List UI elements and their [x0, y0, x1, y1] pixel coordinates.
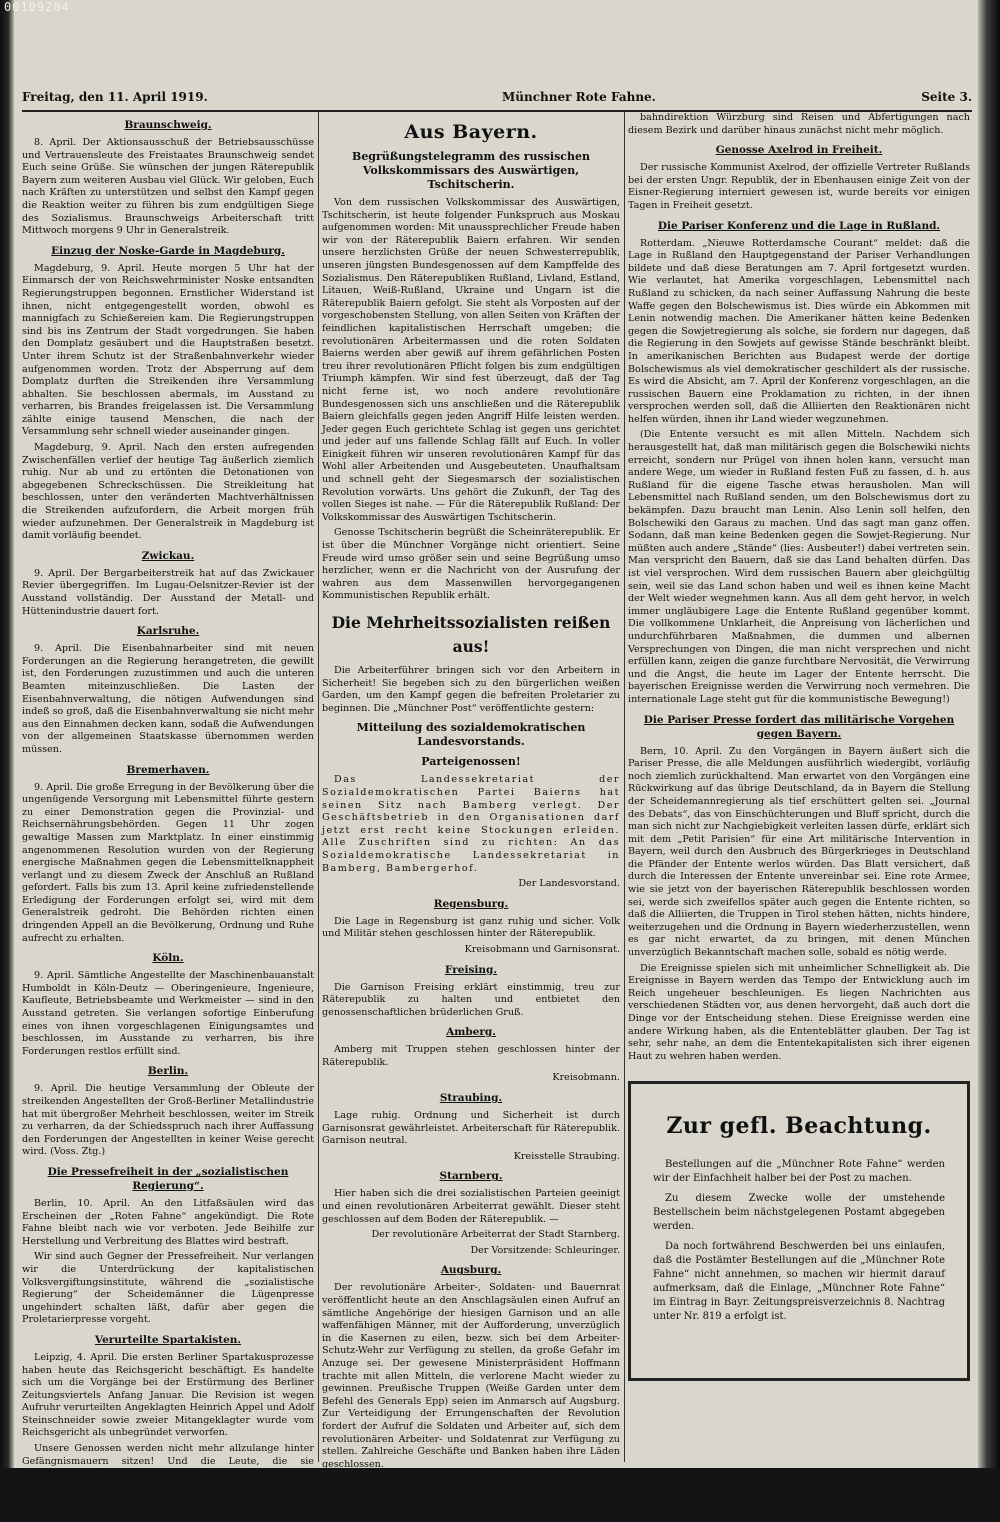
article-paragraph: bahndirektion Würzburg sind Reisen und Abfertigungen nach diesem Bezirk und darüber hinaus zunächst nicht mehr möglich. — [628, 112, 970, 136]
article-paragraph: 8. April. Der Aktionsausschuß der Betriebsausschüsse und Vertrauensleute des Freistaates Braunschweig sendet Euch seine Grüße. Sie wünschen der jungen Räterepublik Bayern zum weiteren Ausbau viel Glück. Wir geloben, Euch nach Kräften zu unterstützen und selbst den Kampf gegen die Reaktion weiter zu führen bis zum endgültigen Siege des Sozialismus. Braunschweigs Arbeiterschaft tritt Mittwoch morgens 9 Uhr in Generalstreik. — [22, 137, 314, 237]
notice-box — [628, 1081, 970, 1381]
scan-border-right — [978, 0, 1000, 1468]
article-paragraph: Genosse Tschitscherin begrüßt die Scheinräterepublik. Er ist über die Münchner Vorgänge nicht orientiert. Seine Freude wird umso größer sein und seine Begrüßung umso herzlicher, wenn er die Nachricht von der Ausrufung der wahren aus dem Massenwillen hervorgegangenen Kommunistischen Republik erhält. — [322, 527, 620, 602]
masthead-page-number: Seite 3. — [921, 90, 972, 104]
section-heading: Starnberg. — [439, 1170, 503, 1183]
section-heading: Die Pariser Konferenz und die Lage in Rußland. — [657, 219, 941, 232]
announcement-paragraph: Das Landessekretariat der Sozialdemokratischen Partei Baierns hat seinen Sitz nach Bamberg verlegt. Der Geschäftsbetrieb in den Organisationen darf jetzt erst recht keine Stockungen erleiden. Alle Zuschriften sind zu richten: An das Sozialdemokratische Landessekretariat in Bamberg, Bambergerhof. — [322, 774, 620, 874]
article-paragraph: Die Lage in Regensburg ist ganz ruhig und sicher. Volk und Militär stehen geschlossen hinter der Räterepublik. — [322, 915, 620, 940]
article-paragraph: 9. April. Die heutige Versammlung der Obleute der streikenden Angestellten der Groß-Berliner Metallindustrie hat mit übergroßer Mehrheit beschlossen, weiter im Streik zu verharren, da der Schiedsspruch nach ihrer Auffassung den Forderungen der Angestellten in keiner Weise gerecht wird. (Voss. Ztg.) — [22, 1083, 314, 1158]
subheading: Begrüßungstelegramm des russischen Volkskommissars des Auswärtigen, Tschitscherin. — [352, 150, 590, 191]
article-paragraph: 9. April. Die Eisenbahnarbeiter sind mit neuen Forderungen an die Regierung herangetreten, die gewillt ist, den Forderungen zuzustimmen und auch die unteren Beamten miteinzuschließen. Die Lasten der Eisenbahnverwaltung, die nötigen Aufwendungen sind indeß so groß, daß die Eisenbahnverwaltung sie nicht mehr aus den Einnahmen decken kann, sodaß die Aufwendungen von der allgemeinen Staatskasse übernommen werden müssen. — [22, 643, 314, 755]
article-paragraph: Die Ereignisse spielen sich mit unheimlicher Schnelligkeit ab. Die Ereignisse in Bayern werden das Tempo der Entwicklung auch im Reich ungeheuer beschleunigen. Es liegen Nachrichten aus verschiedenen Städten vor, aus denen hervorgeht, daß auch dort die Dinge vor der Entscheidung stehen. Diese Ereignisse werden eine andere Wirkung haben, als die Ententeblätter glauben. Der Tag ist sehr, sehr nahe, an dem die Ententekapitalisten sich ihrer eigenen Haut zu wehren haben werden. — [628, 962, 970, 1062]
signature: Der Vorsitzende: Schleuringer. — [470, 1244, 620, 1256]
article-paragraph: Die Arbeiterführer bringen sich vor den Arbeitern in Sicherheit! Sie begeben sich zu den bürgerlichen weißen Garden, um den Kampf gegen die befreiten Proletarier zu beginnen. Die „Münchner Post“ veröffentlichte gestern: — [322, 665, 620, 714]
section-heading: Köln. — [152, 952, 184, 965]
scan-id-label: 00109204 — [4, 0, 70, 14]
article-paragraph: Bern, 10. April. Zu den Vorgängen in Bayern äußert sich die Pariser Presse, die alle Meldungen ausführlich wiedergibt, vorläufig noch ziemlich zurückhaltend. Man erwartet von den Vorgängen eine Rückwirkung auf das übrige Deutschland, da in Bayern die Stellung der Scheidemannregierung als tief erschüttert gelten sei. „Journal des Debats“, das von Einschüchterungen und Bluff spricht, durch die man sich nicht zur Nachgiebigkeit verleiten lassen dürfe, erklärt sich mit dem „Petit Parisien“ für eine Art militärische Intervention in Bayern, weil durch den Ausbruch des Bürgerkrieges in Deutschland die Pfänder der Entente werlos würden. Das Blatt versichert, daß durch die Interessen der Entente unvereinbar sei. Eine rote Armee, wie sie jetzt von der bayerischen Räterepublik beschlossen worden sei, werde sich zweifellos später auch gegen die Entente richten, so daß die Alliierten, die Truppen in Tirol stehen hätten, nichts hindere, weiterzugehen und die Ordnung in Bayern wiederherzustellen, wenn es gar nicht erwartet, da zu bringen, mit denen München unverzüglich Bekanntschaft machen solle, sobald es nötig werde. — [628, 745, 970, 959]
subheading: Mitteilung des sozialdemokratischen Landesvorstands. — [356, 721, 586, 749]
signature: Kreisobmann. — [552, 1072, 620, 1084]
article-paragraph: Hier haben sich die drei sozialistischen Parteien geeinigt und einen revolutionären Arbeiterrat gewählt. Dieser steht geschlossen auf dem Boden der Räterepublik. — — [322, 1188, 620, 1225]
masthead-date: Freitag, den 11. April 1919. — [22, 90, 208, 104]
section-heading: Zwickau. — [141, 549, 195, 562]
notice-paragraph: Zu diesem Zwecke wolle der umstehende Bestellschein beim nächstgelegenen Postamt abgegeben werden. — [653, 1193, 945, 1233]
section-heading: Die Pressefreiheit in der „sozialistischen Regierung“. — [47, 1165, 289, 1192]
section-heading: Amberg. — [446, 1026, 496, 1039]
scan-border-left — [0, 0, 14, 1468]
article-paragraph: 9. April. Sämtliche Angestellte der Maschinenbauanstalt Humboldt in Köln-Deutz — Oberingenieure, Ingenieure, Kaufleute, Betriebsbeamte und Werkmeister — sind in den Ausstand getreten. Sie verlangen sofortige Einberufung eines von ihnen vorgeschlagenen Einigungsamtes und beschlossen, im Ausstande zu verharren, bis ihre Forderungen restlos erfüllt sind. — [22, 970, 314, 1057]
article-paragraph: Wir sind auch Gegner der Pressefreiheit. Nur verlangen wir die Unterdrückung der kapitalistischen Volksvergiftungsinstitute, während die „sozialistische Regierung“ der Scheidemänner die Lügenpresse ungehindert schalten läßt, dafür aber gegen die Proletarierpresse vorgeht. — [22, 1251, 314, 1326]
article-paragraph: Rotterdam. „Nieuwe Rotterdamsche Courant“ meldet: daß die Lage in Rußland den Hauptgegenstand der Pariser Verhandlungen bildete und daß diese Beratungen am 7. April fortgesetzt wurden. Wie verlautet, hat Amerika vorgeschlagen, Lebensmittel nach Rußland zu schicken, da nach seiner Auffassung Nahrung die beste Waffe gegen den Bolschewismus ist. Dies würde ein Abkommen mit Lenin notwendig machen. Die Amerikaner hätten keine Bedenken gegen die Sowjetregierung als solche, sie fordern nur dagegen, daß die Regierung in den Sowjets auf gewisse Stände beschränkt bleibt. In amerikanischen Berichten aus Budapest werde der dortige Bolschewismus als viel demokratischer geschildert als der russische. Es wird die Absicht, am 7. April der Konferenz vorgeschlagen, an die russischen Bauern eine Proklamation zu richten, in der ihnen versprochen werden soll, daß die Alliierten den Reaktionären nicht helfen würden, ihnen ihr Land wieder wegzunehmen. — [628, 237, 970, 425]
section-heading: Verurteilte Spartakisten. — [94, 1333, 242, 1346]
article-paragraph: Berlin, 10. April. An den Litfaßsäulen wird das Erscheinen der „Roten Fahne“ angekündigt. Die Rote Fahne bleibt nach wie vor verboten. Jede Beihilfe zur Herstellung und Verbreitung des Blattes wird bestraft. — [22, 1197, 314, 1247]
article-paragraph: Amberg mit Truppen stehen geschlossen hinter der Räterepublik. — [322, 1044, 620, 1068]
article-paragraph: CH. Die Eisenbahndirektion München teilt mit: Infolge Einstellung des Zugsverkehrs im Bezirk der Eisen- — [322, 1496, 620, 1520]
column-right — [628, 112, 970, 1462]
section-heading: Regensburg. — [433, 897, 509, 910]
section-heading: Straubing. — [439, 1092, 503, 1105]
article-paragraph: (Die Entente versucht es mit allen Mitteln. Nachdem sich herausgestellt hat, daß man militärisch gegen die Bolschewiki nichts erreicht, sondern nur Prügel von ihnen holen kann, versucht man andere Wege, um wieder in Rußland festen Fuß zu fassen, d. h. aus Rußland für die eigene Tasche etwas herausholen. Man will Lebensmittel nach Rußland senden, um den Bolschewismus dort zu bekämpfen. Dazu braucht man Lenin. Also Lenin soll helfen, den Bolschewiki den Garaus zu machen. Und das sagt man ganz offen. Sodann, daß man keine Bedenken gegen die Sowjet-Regierung. Nur müßten auch andere „Stände“ (lies: Ausbeuter!) dabei vertreten sein. Man verspricht den Bauern, daß sie das Land behalten dürfen. Das ist viel versprochen. Wird dem russischen Bauern aber gleichgültig sein, weil sie das Land schon haben und weil es ihnen keine Macht der Welt wieder wegnehmen kann. Aus all dem geht hervor, in welch immer ungläubigere Lage die Entente Rußland gegenüber kommt. Die vollkommene Unklarheit, die Anpreisung von lächerlichen und undurchführbaren Maßnahmen, die dummen und albernen Versprechungen von Dingen, die man nicht versprechen und nicht erfüllen kann, zeigen die ganze furchtbare Nervosität, die Verwirrung und die Angst, die heute im Lager der Entente herrscht. Die bayerischen Ereignisse werden die Verwirrung noch vermehren. Die internationale Lage steht gut für die kommunistische Bewegung!) — [628, 429, 970, 705]
article-paragraph: Der revolutionäre Arbeiter-, Soldaten- und Bauernrat veröffentlicht heute an den Anschlagsäulen einen Aufruf an sämtliche Angehörige der hiesigen Garnison und an alle waffenfähigen Männer, mit der Aufforderung, unverzüglich in die Kasernen zu eilen, bezw. sich bei dem Arbeiter-Schutz-Wehr zur Verfügung zu stellen, da große Gefahr im Anzuge sei. Der gewesene Ministerpräsident Hoffmann trachte mit allen Mitteln, die verlorene Macht wieder zu gewinnen. Preußische Truppen (Weiße Garden unter dem Befehl des Generals Epp) seien im Anmarsch auf Augsburg. Zur Verteidigung der Errungenschaften der Revolution fordert der Aufruf die Soldaten und Arbeiter auf, sich dem revolutionären Arbeiter- und Soldatenrat zur Verfügung zu stellen. Zahlreiche Geschäfte und Banken haben ihre Läden geschlossen. — [322, 1282, 620, 1470]
signature: Kreisobmann und Garnisonsrat. — [464, 943, 620, 955]
subheading: Parteigenossen! — [421, 755, 521, 769]
column-left — [22, 112, 314, 1492]
article-paragraph: Magdeburg, 9. April. Heute morgen 5 Uhr hat der Einmarsch der von Reichswehrminister Noske entsandten Regierungstruppen begonnen. Ernstlicher Widerstand ist ihnen, nicht entgegengestellt worden, obwohl es mannigfach zu Schießereien kam. Die Regierungstruppen sind bis ins Zentrum der Stadt vorgedrungen. Sie haben den Domplatz gesäubert und die Hauptstraßen besetzt. Unter ihrem Schutz ist der Straßenbahnverkehr wieder aufgenommen worden. Trotz der Absperrung auf dem Domplatz durften die Streikenden ihre Versammlung abhalten. Sie beschlossen abermals, im Ausstand zu verharren, bis Brandes freigelassen ist. Die Versammlung zählte einige tausend Menschen, die nach der Versammlung sehr schnell wieder auseinander gingen. — [22, 262, 314, 438]
article-paragraph: 9. April. Die große Erregung in der Bevölkerung über die ungenügende Versorgung mit Lebensmittel führte gestern zu einer Demonstration gegen die Provinzial- und Reichsernährungsbehörden. Gegen 11 Uhr zogen gewaltige Massen zum Marktplatz. In einer einstimmig angenommenen Resolution wurden von der Regierung energische Maßnahmen gegen die Lebensmittelknappheit verlangt und zu diesem Zweck der Anschluß an Rußland gefordert. Falls bis zum 13. April keine zufriedenstellende Erledigung der Forderungen erfolgt sei, wird mit dem Generalstreik gedroht. Die Behörden richten einen dringenden Appell an die Bevölkerung, Ordnung und Ruhe aufrecht zu erhalten. — [22, 781, 314, 944]
section-heading: Braunschweig. — [124, 119, 212, 131]
signature: Der revolutionäre Arbeiterrat der Stadt Starnberg. — [371, 1229, 620, 1241]
column-rule — [318, 112, 319, 1462]
column-rule — [624, 112, 625, 1462]
headline: Die Mehrheitssozialisten reißen aus! — [331, 613, 611, 656]
signature: Kreisstelle Straubing. — [513, 1150, 620, 1162]
article-paragraph: Magdeburg, 9. April. Nach den ersten aufregenden Zwischenfällen verlief der heutige Tag äußerlich ziemlich ruhig. Nur ab und zu ertönten die Detonationen von abgegebenen Schreckschüssen. Die Streikleitung hat beschlossen, unter den veränderten Machtverhältnissen die Streikenden aufzufordern, die Arbeit morgen früh wieder aufzunehmen. Der Generalstreik in Magdeburg ist damit vorläufig beendet. — [22, 442, 314, 542]
article-paragraph: Von dem russischen Volkskommissar des Auswärtigen, Tschitscherin, ist heute folgender Funkspruch aus Moskau aufgenommen worden: Mit unaussprechlicher Freude haben wir von der Räterepublik Baiern erfahren. Wir senden unsere herzlichsten Grüße der neuen Schwesterrepublik, unseren jüngsten Bundesgenossen auf dem Kampffelde des Sozialismus. Den Räterepubliken Rußland, Livland, Estland, Litauen, Weiß-Rußland, Ukraine und Ungarn ist die Räterepublik Baiern gefolgt. Sie steht als Vorposten auf der vorgeschobensten Stellung, von allen Seiten von Kräften der feindlichen kapitalistischen Herrschaft umgeben; die revolutionären Arbeitermassen und die roten Soldaten Baierns werden aber gewiß auf ihrem gefährlichen Posten treu ihrer revolutionären Pflicht folgen bis zum endgültigen Triumph kämpfen. Wir sind fest überzeugt, daß der Tag nicht ferne ist, wo noch andere revolutionäre Bundesgenossen sich uns anschließen und die Räterepublik Baiern gleichfalls gegen jeden Angriff Hilfe leisten werden. Jeder gegen Euch gerichtete Schlag ist gegen uns gerichtet und jeder auf uns fallende Schlag fällt auf Euch. In voller Einigkeit führen wir unseren revolutionären Kampf für das Wohl aller Arbeitenden und Ausgebeuteten. Unaufhaltsam und schnell geht der Siegesmarsch der sozialistischen Revolution vorwärts. Uns gehört die Zukunft, der Tag des vollen Sieges ist nahe. — Für die Räterepublik Rußland: Der Volkskommissar des Auswärtigen Tschitscherin. — [322, 197, 620, 523]
section-heading: Augsburg. — [440, 1264, 502, 1277]
article-paragraph: Der russische Kommunist Axelrod, der offizielle Vertreter Rußlands bei der ersten Ungr. Republik, der in Ebenhausen einige Zeit von der Eisner-Regierung interniert gewesen ist, wurde bereits vor einigen Tagen in Freiheit gesetzt. — [628, 162, 970, 211]
column-middle — [322, 112, 620, 1520]
section-heading: Eisenbahnverkehr nach Würzburg. — [368, 1478, 574, 1491]
notice-paragraph: Bestellungen auf die „Münchner Rote Fahne“ werden wir der Einfachheit halber bei der Post zu machen. — [653, 1159, 945, 1185]
section-heading: Die Pariser Presse fordert das militärische Vorgehen gegen Bayern. — [643, 713, 955, 740]
article-paragraph: 9. April. Der Bergarbeiterstreik hat auf das Zwickauer Revier übergegriffen. Im Lugau-Oelsnitzer-Revier ist der Ausstand vollständig. Der Ausstand der Metall- und Hüttenindustrie dauert fort. — [22, 567, 314, 617]
article-paragraph: Leipzig, 4. April. Die ersten Berliner Spartakusprozesse haben heute das Reichsgericht beschäftigt. Es handelte sich um die Vorgänge bei der Erstürmung des Berliner Zeitungsviertels Anfang Januar. Die Revision ist wegen Aufruhr verurteilten Angeklagten Heinrich Appel und Adolf Steinschneider sowie zweier Mitangeklagter wurde vom Reichsgericht als unbegründet verworfen. — [22, 1351, 314, 1439]
article-paragraph: Lage ruhig. Ordnung und Sicherheit ist durch Garnisonsrat gewährleistet. Arbeiterschaft für Räterepublik. Garnison neutral. — [322, 1110, 620, 1147]
section-title: Aus Bayern. — [404, 121, 538, 143]
masthead — [22, 88, 972, 112]
section-heading: Einzug der Noske-Garde in Magdeburg. — [51, 244, 285, 257]
notice-paragraph: Da noch fortwährend Beschwerden bei uns einlaufen, daß die Postämter Bestellungen auf die „Münchner Rote Fahne“ nicht annehmen, so machen wir hiermit darauf aufmerksam, daß die Einlage, „Münchner Rote Fahne“ im Eintrag in Bayr. Zeitungspreisverzeichnis 8. Nachtrag unter Nr. 819 a erfolgt ist. — [653, 1241, 945, 1323]
section-heading: Bremerhaven. — [126, 763, 210, 776]
notice-title: Zur gefl. Beachtung. — [666, 1113, 932, 1140]
signature: Der Landesvorstand. — [518, 878, 620, 890]
section-heading: Berlin. — [147, 1065, 189, 1078]
masthead-paper-name: Münchner Rote Fahne. — [502, 90, 656, 104]
article-paragraph: Unsere Genossen werden nicht mehr allzulange hinter Gefängnismauern sitzen! Und die Leute, die sie hineingebracht haben, werden am längsten Klassenjustiz getrieben haben. — [22, 1443, 314, 1492]
article-paragraph: Die Garnison Freising erklärt einstimmig, treu zur Räterepublik zu halten und entbietet den genossenschaftlichen brüderlichen Gruß. — [322, 981, 620, 1018]
section-heading: Karlsruhe. — [136, 625, 200, 638]
section-heading: Freising. — [444, 963, 497, 976]
section-heading: Genosse Axelrod in Freiheit. — [715, 144, 883, 157]
